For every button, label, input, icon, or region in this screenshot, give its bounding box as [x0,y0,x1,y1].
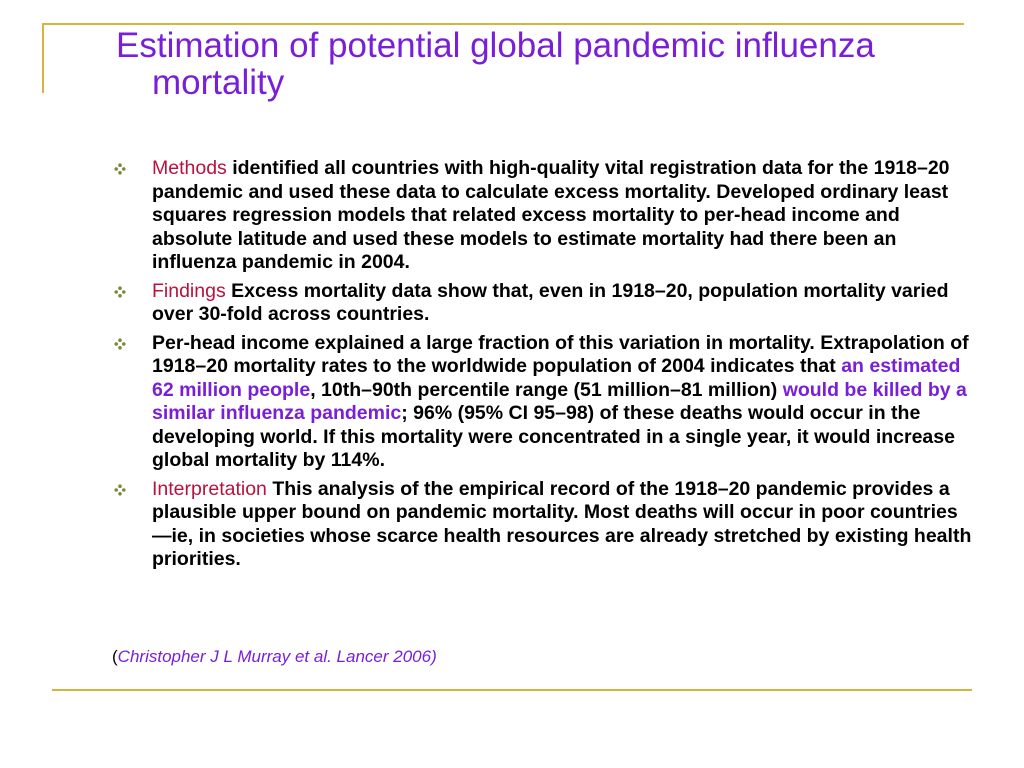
methods-keyword: Methods [152,157,227,179]
diamond-bullet-icon [114,163,126,175]
interpretation-text: This analysis of the empirical record of the 1918–20 pandemic provides a plausible upper bound on pandemic mortality. Most deaths will occur in poor countries—ie, in societies whose scarce health resources are already stretched by existing health priorities. [152,477,972,570]
diamond-bullet-icon [114,286,126,298]
frame-left-line [42,23,44,93]
frame-bottom-line [52,689,972,691]
findings-keyword: Findings [152,279,226,302]
income-text-part3: ; 96% (95% CI 95–98) of these deaths would occur in the developing world. If this mortality were concentrated in a single year, it would increase global mortality by 114%. [152,402,955,471]
diamond-bullet-icon [114,484,126,496]
highlight-62-million: an estimated 62 million people [152,355,961,401]
citation [112,647,437,667]
bullet-findings [112,280,972,327]
interpretation-keyword: Interpretation [152,477,267,500]
frame-top-line [42,23,964,25]
income-text-part1: Per-head income explained a large fraction of this variation in mortality. Extrapolation of 1918–20 mortality rates to the worldwide population of 2004 indicates that [152,331,969,377]
highlight-would-be-killed: would be killed by a similar influenza pandemic [152,378,967,424]
slide-title: Estimation of potential global pandemic influenza mortality [116,26,875,102]
diamond-bullet-icon [114,338,126,350]
findings-text: Excess mortality data show that, even in 1918–20, population mortality varied over 30-fold across countries. [152,279,949,325]
bullet-methods [112,157,972,275]
bullet-list [112,157,972,577]
bullet-per-head-income [112,332,972,473]
citation-text: Christopher J L Murray et al. Lancer 2006) [117,647,437,666]
methods-text: identified all countries with high-quality vital registration data for the 1918–20 pandemic and used these data to calculate excess mortality. Developed ordinary least squares regression models that related excess mortality to per-head income and absolute latitude and used these models to estimate mortality had there been an influenza pandemic in 2004. [152,157,950,273]
citation-open-paren: ( [112,647,118,666]
income-text-part2: , 10th–90th percentile range (51 million–81 million) [310,378,783,401]
bullet-interpretation [112,478,972,572]
